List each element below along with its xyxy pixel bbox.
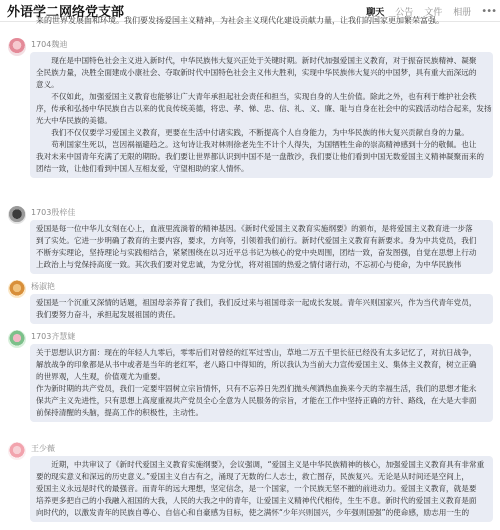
tab-files[interactable]: 文件 bbox=[424, 7, 443, 18]
avatar[interactable] bbox=[8, 206, 26, 224]
message-line: 向时代的，以激发青年的民族自尊心、自信心和自豪感为目标，使之满怀“少年兴则国兴，少年强则国强”的使命感，励志用一生的 bbox=[36, 508, 470, 517]
message-paragraph: 苟利国家生死以，岂因祸福避趋之。这句诗让我对林则徐老先生不计个人得失，为国牺牲生命的崇高精神感到十分的敬佩。也让 bbox=[51, 140, 477, 149]
message-feed[interactable] bbox=[0, 16, 500, 530]
more-horizontal-icon[interactable]: ••• bbox=[481, 5, 496, 17]
tab-album[interactable]: 相册 bbox=[453, 7, 472, 18]
message-paragraph: 我们不仅仅要学习爱国主义教育，更要在生活中付诸实践，不断提高个人自身能力，为中华民族的伟大复兴贡献自身的力量。 bbox=[51, 128, 469, 137]
message-line: 全民族力量，决胜全面建成小康社会、夺取新时代中国特色社会主义伟大胜利，实现中华民族伟大复兴的中国梦，具有重大而深远的 bbox=[36, 68, 477, 77]
message-line: 爱国是一个沉重又深情的话题，祖国母亲养育了我们，我们反过来与祖国母亲一起成长发展。青年兴则国家兴，作为当代青年党员， bbox=[36, 298, 477, 307]
message-bubble[interactable] bbox=[30, 344, 493, 422]
message-bubble[interactable] bbox=[30, 294, 493, 324]
previous-message-tail: 来的世界发展面和环境。我们要发扬爱国主义精神，为社会主义现代化建设贡献力量，让我们的国家更加繁荣富强。 bbox=[36, 16, 444, 25]
avatar[interactable] bbox=[8, 280, 26, 298]
sender-name: 杨淑艳 bbox=[31, 282, 55, 291]
avatar[interactable] bbox=[8, 330, 26, 348]
message-line: 保共产主义先进性，只有思想上高度重视共产党员全心全意为人民服务的宗旨，才能在工作中坚持正确的方针、路线，在大是大非面 bbox=[36, 396, 477, 405]
message-line: 爱国主义永远是时代的最强音。而青年的远大理想，坚定信念，是一个国家，一个民族无坚不摧的前进动力。爱国主义教育，就是要 bbox=[36, 484, 477, 493]
message-bubble[interactable] bbox=[30, 52, 493, 178]
group-title: 外语学二网络党支部 bbox=[7, 5, 125, 20]
sender-name: 1703殷梓佳 bbox=[31, 208, 76, 217]
message-line: 团结一致，让他们看到中国人互相友爱，守望相助的家人情怀。 bbox=[36, 164, 249, 173]
message-bubble[interactable] bbox=[30, 220, 493, 274]
message-line: 培养更多把自己的小我融入祖国的大我，人民的大我之中的青年，让爱国主义精神代代相传，生生不息。新时代的爱国主义教育是面 bbox=[36, 496, 477, 505]
message-bubble[interactable] bbox=[30, 456, 493, 522]
message-line: 序，传承和弘扬中华民族自古以来的优良传统美德，将忠、孝、悌、忠、信、礼、义、廉、耻与自身在社会中的实践活动结合起来，发扬 bbox=[36, 104, 492, 113]
message-line: 爱国是每一位中华儿女刻在心上，血液里流淌着的精神基因。《新时代爱国主义教育实施纲要》的颁布，是将爱国主义教育进一步落 bbox=[36, 224, 473, 233]
message-line: 关于思想认识方面：现在的年轻人九零后，零零后们对曾经的红军过雪山，草地二万五千里长征已经没有太多记忆了，对抗日战争， bbox=[36, 348, 477, 357]
message-line: 光大中华民族的美德。 bbox=[36, 116, 112, 125]
message-line: 我对未来中国青年充满了无限的期盼。我们要让世界都认识到中国不是一盘散沙，我们要让他们看到中国无数爱国主义精神凝聚而来的 bbox=[36, 152, 485, 161]
avatar[interactable] bbox=[8, 442, 26, 460]
message-line: 解放战争的印象都是从书中或者是当年的老红军，老八路口中得知的，所以我认为当前大力宣传爱国主义、集体主义教育，树立正确 bbox=[36, 360, 477, 369]
message-line: 作为新时期的共产党员，我们一定要牢固树立宗旨情怀，只有不忘养日先烈们抛头颅洒热血换来今天的幸福生活，我们的思想才能永 bbox=[36, 384, 477, 393]
message-line: 意义。 bbox=[36, 80, 59, 89]
sender-name: 1703齐慧婕 bbox=[31, 332, 76, 341]
avatar[interactable] bbox=[8, 38, 26, 56]
tab-announcement[interactable]: 公告 bbox=[395, 7, 414, 18]
message-paragraph: 不仅如此，加强爱国主义教育也能够让广大青年承担起社会责任和担当，实现自身的人生价值。除此之外，也有利于维护社会秩 bbox=[51, 92, 477, 101]
message-line: 到了实处。它进一步明确了教育的主要内容，要求，方向等，引领着我们前行。新时代爱国主义教育有新要求。身为中共党员，我们 bbox=[36, 236, 477, 245]
message-line: 上政治上与党保持高度一致。其次我们要对党忠诚，为党分忧，将对祖国的热爱之情付诸行动，不忘初心与使命，为中华民族伟 bbox=[36, 260, 462, 269]
message-paragraph: 现在是中国特色社会主义进入新时代，中华民族伟大复兴正处于关键时期。新时代加强爱国主义教育，对于振奋民族精神、凝聚 bbox=[51, 56, 477, 65]
message-line: 的世界观，人生观，价值观尤为重要。 bbox=[36, 372, 166, 381]
message-line: 我们要努力奋斗，承担起发展祖国的责任。 bbox=[36, 310, 181, 319]
message-paragraph: 近期，中共审议了《新时代爱国主义教育实施纲要》，会议强调，“爱国主义是中华民族精神的核心，加强爱国主义教育具有非常重 bbox=[51, 460, 485, 469]
message-line: 前保持清醒的头脑，提高工作的积极性，主动性。 bbox=[36, 408, 204, 417]
sender-name: 王少薇 bbox=[31, 444, 55, 453]
message-line: 要的现实意义和深远的历史意义。”爱国主义自古有之，涌现了无数的仁人志士，救亡图存，民族复兴。无论是从时间还是空间上， bbox=[36, 472, 469, 481]
message-line: 不断夯实理论，坚持理论与实践相结合，紧紧围绕在以习近平总书记为核心的党中央周围，团结一致，奋发图强，自觉在思想上行动 bbox=[36, 248, 477, 257]
tab-chat[interactable]: 聊天 bbox=[366, 7, 385, 18]
sender-name: 1704魏迪 bbox=[31, 40, 68, 49]
